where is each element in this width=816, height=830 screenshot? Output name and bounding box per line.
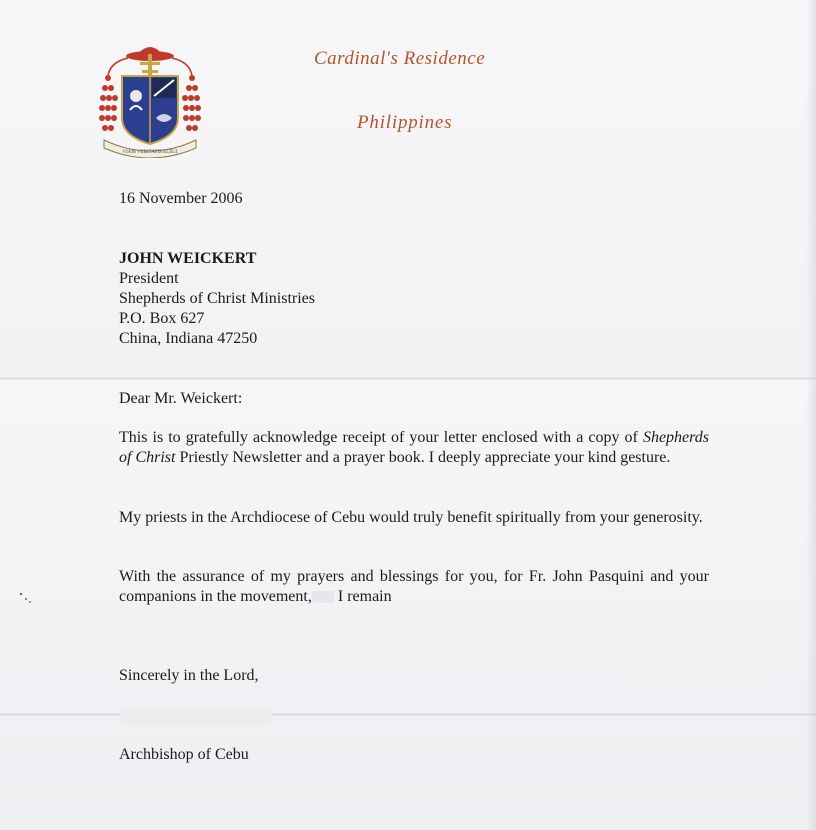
paragraph-3-text-b: I remain — [333, 588, 392, 605]
redacted-signature — [121, 707, 271, 725]
recipient-organization: Shepherds of Christ Ministries — [119, 290, 315, 307]
recipient-address-line1: P.O. Box 627 — [119, 310, 205, 327]
closing: Sincerely in the Lord, — [119, 667, 259, 684]
salutation: Dear Mr. Weickert: — [119, 390, 243, 407]
recipient-address-line2: China, Indiana 47250 — [119, 330, 258, 347]
letterhead-country: Philippines — [357, 112, 453, 133]
signatory-title: Archbishop of Cebu — [119, 746, 249, 763]
svg-text:VIAM VERITATIS ELEGI: VIAM VERITATIS ELEGI — [122, 150, 178, 155]
recipient-name: JOHN WEICKERT — [119, 250, 257, 267]
letterhead-title: Cardinal's Residence — [314, 48, 486, 69]
paragraph-1 — [119, 428, 709, 468]
paragraph-1-text-b: Priestly Newsletter and a prayer book. I deeply appreciate your kind gesture. — [175, 449, 671, 466]
coat-of-arms-icon — [98, 40, 202, 158]
letter-date: 16 November 2006 — [119, 190, 243, 207]
recipient-title: President — [119, 270, 179, 287]
recipient-address — [119, 249, 315, 349]
paragraph-2: My priests in the Archdiocese of Cebu would truly benefit spiritually from your generosity. — [119, 509, 703, 526]
speck-marks — [18, 590, 36, 608]
ink-smudge — [312, 591, 334, 603]
paragraph-1-italic: Shepherds of Christ — [119, 429, 709, 466]
paper-edge — [806, 0, 816, 830]
paragraph-1-text-a: This is to gratefully acknowledge receipt of your letter enclosed with a copy of — [119, 429, 643, 446]
paper-fold — [0, 377, 816, 380]
paragraph-3-text-a: With the assurance of my prayers and blessings for you, for Fr. John Pasquini and your companions in the movement, — [119, 568, 709, 605]
paragraph-3 — [119, 567, 709, 607]
